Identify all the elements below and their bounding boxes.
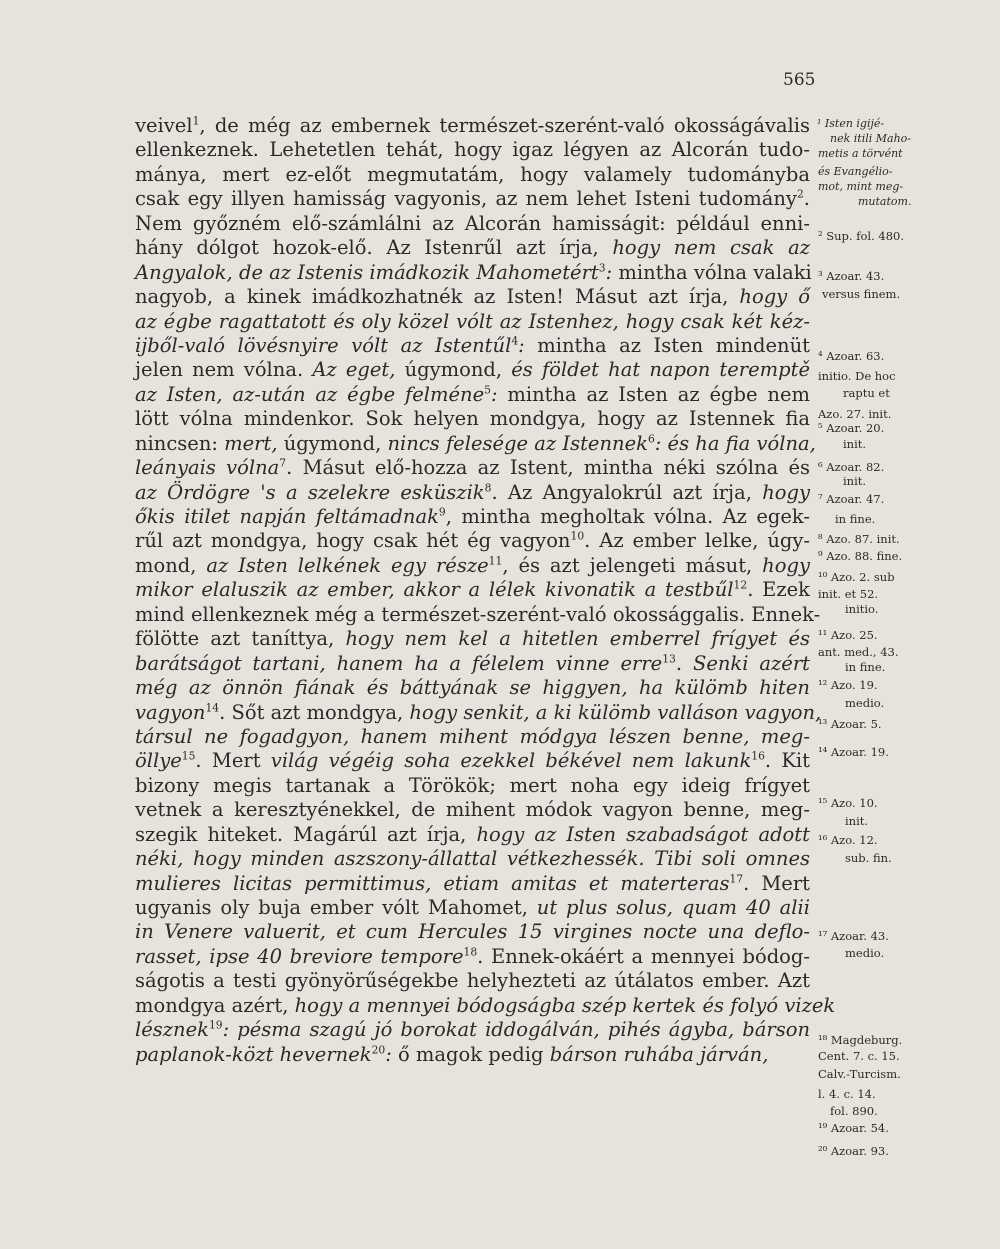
footnote-ref: 6 [647, 432, 655, 446]
margin-note: init. [843, 474, 867, 488]
text-run: in Venere valuerit, et cum Hercules 15 virgines nocte una deflo- [135, 920, 810, 944]
text-line [135, 725, 810, 749]
footnote-ref: 1 [192, 114, 200, 128]
margin-note: ⁵ Azoar. 20. [818, 421, 885, 435]
text-run: . Ezek [747, 578, 811, 602]
text-run: hogy a mennyei bódogságba szép kertek és folyó vizek [294, 993, 836, 1017]
margin-note: ¹⁸ Magdeburg. [818, 1033, 903, 1047]
page-number: 565 [783, 70, 816, 90]
text-line [135, 456, 810, 480]
text-line [135, 187, 810, 211]
margin-note: init. [845, 814, 869, 828]
margin-note: Cent. 7. c. 15. [818, 1049, 900, 1063]
text-line [135, 798, 810, 822]
text-run: hogy ő [739, 285, 810, 309]
text-line [135, 993, 836, 1018]
margin-note: metis a törvént [818, 147, 903, 160]
footnote-ref: 18 [463, 945, 478, 959]
margin-note: Azo. 27. init. [818, 407, 892, 421]
margin-note: raptu et [843, 386, 890, 400]
margin-note: és Evangélio- [818, 165, 893, 178]
margin-note: ¹⁷ Azoar. 43. [818, 929, 889, 943]
text-run: mind ellenkeznek még a természet-szerént-való okossággalis. Ennek- [135, 602, 821, 626]
text-run: hogy [762, 480, 811, 504]
text-run: hogy az Isten szabadságot adott [476, 822, 810, 846]
footnote-ref: 3 [598, 261, 606, 275]
margin-note: fol. 890. [830, 1104, 878, 1118]
text-run: ijből-való lövésnyire vólt az Istentűl [135, 333, 512, 357]
text-line [135, 749, 810, 773]
text-line [135, 334, 810, 358]
margin-note: ¹ Isten igijé- [817, 117, 885, 130]
text-run: mert, [224, 431, 284, 455]
footnote-ref: 11 [488, 554, 503, 568]
footnote-ref: 19 [208, 1018, 223, 1032]
footnote-ref: 13 [662, 652, 676, 666]
footnote-ref: 9 [438, 505, 446, 519]
footnote-ref: 17 [729, 872, 744, 886]
text-run: . Sőt azt mondgya, [219, 700, 410, 724]
text-run: . Másut elő-hozza az Istent, mintha néki szólna és [286, 456, 810, 480]
text-run: . Az ember lelke, úgy- [584, 529, 810, 553]
text-line [135, 823, 810, 847]
text-line [135, 383, 810, 407]
margin-note: ⁶ Azoar. 82. [818, 460, 885, 474]
text-run: nagyob, a kinek imádkozhatnék az Isten! Másut azt írja, [135, 285, 740, 309]
text-run: : pésma szagú jó borokat iddogálván, pihés ágyba, bárson [222, 1018, 810, 1042]
footnote-ref: 4 [511, 334, 519, 348]
text-run: Angyalok, de az Istenis imádkozik Mahometért [135, 260, 599, 284]
text-line [135, 969, 810, 993]
text-run: : és ha fia vólna, [654, 431, 816, 455]
text-line [135, 1018, 810, 1042]
text-run: lésznek [135, 1018, 209, 1042]
text-run: nincsen: [135, 431, 225, 455]
text-run: az Isten lelkének egy része [206, 553, 489, 577]
footnote-ref: 16 [751, 749, 765, 763]
text-line [135, 554, 810, 578]
text-line [135, 602, 821, 627]
text-line [135, 505, 810, 529]
margin-note: nek itili Maho- [830, 132, 911, 145]
text-run: rűl azt mondgya, hogy csak hét ég vagyon [135, 529, 571, 553]
text-run: nincs felesége az Istennek [387, 431, 648, 455]
text-run: mintha az Isten mindenüt [524, 333, 810, 357]
text-run: őkis itilet napján feltámadnak [135, 505, 439, 528]
text-line [135, 700, 822, 725]
text-run: az Ördögre 's a szelekre esküszik [135, 480, 485, 504]
text-run: barátságot tartani, hanem ha a félelem vinne erre [135, 651, 663, 675]
margin-note: ¹⁰ Azo. 2. sub [818, 570, 895, 584]
text-line [135, 847, 810, 871]
text-run: ságotis a testi gyönyörűségekbe helyhezteti az útálatos ember. Azt [135, 969, 810, 993]
margin-note: Calv.-Turcism. [818, 1067, 901, 1081]
margin-note: ⁴ Azoar. 63. [818, 349, 885, 363]
text-run: mánya, mert ez-előt megmutatám, hogy valamely tudományba [135, 162, 810, 186]
text-run: Az eget, [312, 358, 405, 382]
text-run: hogy [762, 553, 810, 577]
text-line [135, 896, 810, 920]
text-run: úgymond, [404, 358, 512, 382]
text-run: csak egy illyen hamisság vagyonis, az nem lehet Isteni tudomány [135, 187, 797, 211]
body-text [135, 114, 836, 1067]
margin-note: ant. med., 43. [818, 645, 899, 659]
footnote-ref: 8 [484, 481, 492, 495]
margin-note: ¹⁹ Azoar. 54. [818, 1121, 889, 1135]
margin-note: medio. [845, 696, 885, 710]
text-run: ellenkeznek. Lehetetlen tehát, hogy igaz légyen az Alcorán tudo- [135, 138, 810, 162]
text-run: , és azt jelengeti másut, [502, 553, 763, 577]
footnote-ref: 20 [371, 1043, 386, 1057]
text-line [135, 310, 810, 334]
text-run: : [490, 382, 498, 406]
text-run: ut plus solus, quam 40 alii [536, 896, 811, 919]
text-run: az égbe ragattatott és oly közel vólt az Istenhez, hogy csak két kéz- [135, 309, 810, 333]
text-run: mondgya azért, [135, 993, 295, 1017]
text-line [135, 261, 810, 285]
text-run: vagyon [135, 700, 206, 724]
text-line [135, 431, 816, 456]
text-run: mintha vólna valaki [612, 260, 812, 284]
text-run: néki, hogy minden aszszony-állattal vétkezhessék. Tibi soli omnes [135, 847, 810, 871]
margin-note: init. [843, 437, 867, 451]
margin-note: in fine. [845, 660, 886, 674]
text-line [135, 236, 810, 260]
text-run: . Az Angyalokrúl azt írja, [491, 480, 763, 504]
text-line [135, 872, 810, 896]
text-run: hány dólgot hozok-elő. Az Istenrűl azt írja, [135, 236, 613, 260]
text-line [135, 114, 810, 138]
margin-note: ⁷ Azoar. 47. [818, 492, 885, 506]
text-run: paplanok-közt hevernek [135, 1042, 372, 1066]
footnote-ref: 7 [279, 456, 287, 470]
text-run: , mintha megholtak vólna. Az egek- [445, 505, 810, 528]
text-line [135, 285, 810, 309]
text-line [135, 529, 810, 553]
margin-note: versus finem. [822, 287, 901, 301]
text-run: . [803, 187, 810, 211]
text-run: rasset, ipse 40 breviore tempore [135, 944, 464, 968]
margin-note: l. 4. c. 14. [818, 1087, 876, 1101]
margin-note: sub. fin. [845, 851, 892, 865]
text-line [135, 212, 810, 236]
text-run: hogy senkit, a ki külömb valláson vagyon, [409, 700, 822, 724]
text-line [135, 578, 810, 602]
margin-note: ³ Azoar. 43. [818, 269, 885, 283]
text-run: az Isten, az-után az égbe felméne [135, 382, 485, 406]
text-run: mintha az Isten az égbe nem [497, 382, 811, 406]
text-run: lött vólna mindenkor. Sok helyen mondgya, hogy az Istennek fia [135, 407, 810, 431]
text-run: . [675, 651, 693, 675]
footnote-ref: 12 [733, 578, 748, 592]
text-run: hogy nem kel a hitetlen emberrel frígyet és [345, 627, 810, 651]
text-run: : [605, 260, 613, 284]
text-run: Nem győzném elő-számlálni az Alcorán hamisságit: például enni- [135, 211, 810, 235]
text-run: fölötte azt taníttya, [135, 627, 346, 651]
margin-note: initio. [845, 602, 879, 616]
text-line [135, 627, 810, 651]
text-run: szegik hiteket. Magárúl azt írja, [135, 822, 477, 846]
margin-note: medio. [845, 946, 885, 960]
text-run: : [385, 1042, 392, 1066]
text-run: Senki azért [692, 651, 810, 675]
text-run: mulieres licitas permittimus, etiam amitas et materteras [135, 871, 730, 895]
text-line [135, 138, 810, 162]
text-run: ugyanis oly buja ember vólt Mahomet, [135, 896, 537, 919]
margin-note: initio. De hoc [818, 369, 896, 383]
text-run: még az önnön fiának és báttyának se higgyen, ha külömb hiten [135, 676, 810, 700]
margin-note: ¹¹ Azo. 25. [818, 628, 878, 642]
text-run: öllye [135, 749, 182, 773]
text-line [135, 407, 810, 431]
margin-note: init. et 52. [818, 587, 879, 601]
text-line [135, 1043, 810, 1067]
text-run: veivel [135, 114, 193, 137]
text-run: bárson ruhába járván, [549, 1042, 769, 1066]
text-run: : [518, 333, 525, 357]
text-run: mikor elaluszik az ember, akkor a lélek kivonatik a testbűl [135, 578, 734, 602]
margin-note: ¹² Azo. 19. [818, 678, 878, 692]
text-run: és földet hat napon teremptě [511, 358, 811, 382]
text-run: ő magok pedig [391, 1042, 550, 1066]
footnote-ref: 10 [570, 529, 585, 543]
margin-note: ⁸ Azo. 87. init. [818, 532, 900, 546]
text-run: . Kit [764, 749, 810, 773]
margin-note: ²⁰ Azoar. 93. [818, 1144, 889, 1158]
text-line [135, 676, 810, 700]
text-line [135, 652, 810, 676]
text-line [135, 481, 810, 505]
footnote-ref: 5 [484, 383, 491, 397]
margin-note: ¹³ Azoar. 5. [818, 717, 882, 731]
footnote-ref: 15 [181, 749, 196, 763]
text-run: . Ennek-okáért a mennyei bódog- [477, 944, 810, 968]
margin-note: ² Sup. fol. 480. [818, 229, 904, 243]
text-run: , de még az embernek természet-szerént-való okosságávalis [199, 114, 810, 137]
text-run: világ végéig soha ezekkel békével nem lakunk [270, 749, 752, 773]
text-line [135, 163, 810, 187]
text-run: bizony megis tartanak a Törökök; mert noha egy ideig frígyet [135, 773, 810, 797]
text-run: hogy nem csak az [612, 236, 810, 260]
text-run: leányais vólna [135, 456, 280, 480]
margin-note: mutatom. [858, 195, 912, 208]
margin-note: in fine. [835, 512, 876, 526]
text-run: vetnek a keresztyénekkel, de mihent módok vagyon benne, meg- [135, 798, 810, 822]
margin-note: ¹⁵ Azo. 10. [818, 796, 878, 810]
text-run: . Mert [195, 749, 271, 773]
text-run: társul ne fogadgyon, hanem mihent módgya lészen benne, meg- [135, 724, 810, 748]
margin-note: ⁹ Azo. 88. fine. [818, 549, 903, 563]
margin-note: mot, mint meg- [818, 180, 904, 193]
footnote-ref: 2 [796, 187, 804, 201]
text-line [135, 774, 810, 798]
text-run: . Mert [743, 871, 811, 895]
margin-note: ¹⁶ Azo. 12. [818, 833, 878, 847]
text-run: úgymond, [283, 431, 388, 455]
margin-note: ¹⁴ Azoar. 19. [818, 745, 889, 759]
text-run: mond, [135, 553, 207, 577]
text-line [135, 358, 810, 382]
footnote-ref: 14 [205, 701, 220, 714]
text-line [135, 920, 810, 944]
text-line [135, 945, 810, 969]
text-run: jelen nem vólna. [135, 358, 313, 382]
